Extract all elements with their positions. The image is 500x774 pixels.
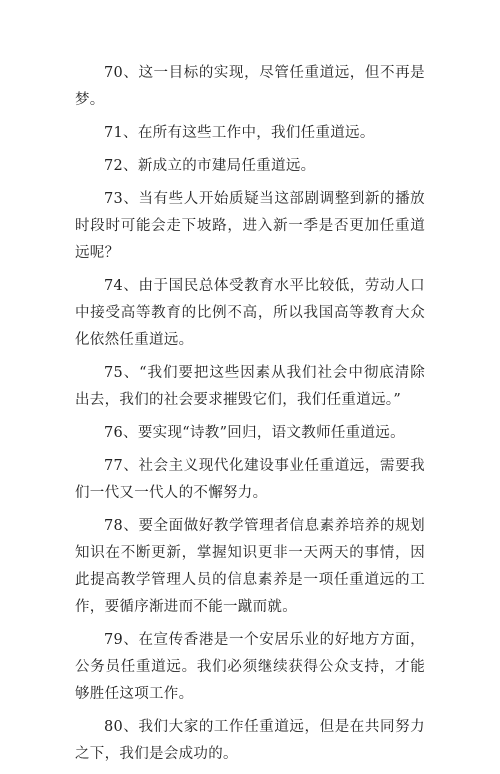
paragraph-74: 74、由于国民总体受教育水平比较低，劳动人口中接受高等教育的比例不高，所以我国高等教育大众化依然任重道远。 (75, 278, 425, 348)
paragraph-72: 72、新成立的市建局任重道远。 (104, 158, 316, 174)
paragraph-78: 78、要全面做好教学管理者信息素养培养的规划知识在不断更新，掌握知识更非一天两天的事情，因此提高教学管理人员的信息素养是一项任重道远的工作，要循序渐进而不能一蹴而就。 (75, 518, 425, 615)
document-body (75, 60, 425, 774)
paragraph-71: 71、在所有这些工作中，我们任重道远。 (104, 125, 375, 141)
paragraph-79: 79、在宣传香港是一个安居乐业的好地方方面，公务员任重道远。我们必须继续获得公众支持，才能够胜任这项工作。 (75, 632, 425, 702)
paragraph-70: 70、这一目标的实现，尽管任重道远，但不再是梦。 (75, 65, 425, 108)
paragraph-80: 80、我们大家的工作任重道远，但是在共同努力之下，我们是会成功的。 (75, 719, 425, 762)
paragraph-73: 73、当有些人开始质疑当这部剧调整到新的播放时段时可能会走下坡路，进入新一季是否更加任重道远呢？ (75, 191, 425, 261)
paragraph-77: 77、社会主义现代化建设事业任重道远，需要我们一代又一代人的不懈努力。 (75, 458, 425, 501)
paragraph-76: 76、要实现“诗教”回归，语文教师任重道远。 (104, 425, 405, 441)
paragraph-75: 75、“我们要把这些因素从我们社会中彻底清除出去，我们的社会要求摧毁它们，我们任重道远。” (75, 365, 425, 408)
